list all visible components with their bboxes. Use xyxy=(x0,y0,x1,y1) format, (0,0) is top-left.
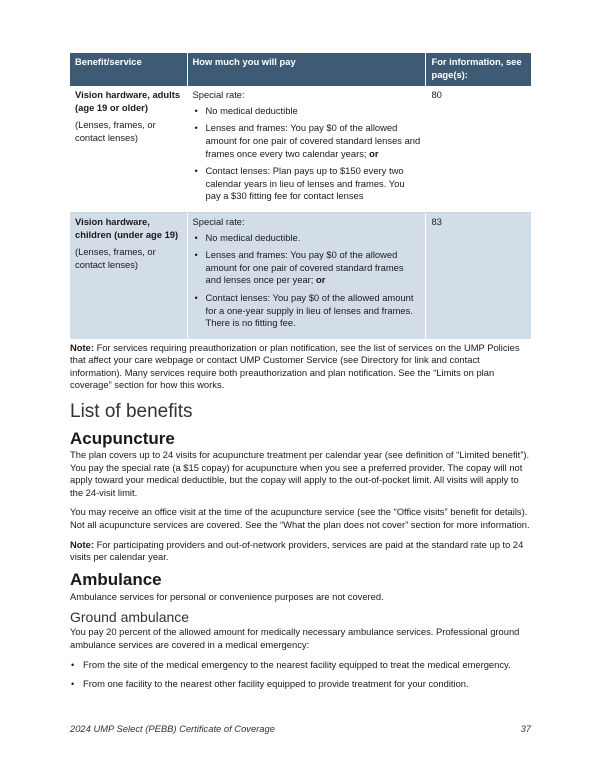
list-item: • Contact lenses: You pay $0 of the allowed amount for a one-year supply in lieu of lenses and frames. There is no fitting fee. xyxy=(206,292,421,330)
page-ref-cell: 80 xyxy=(426,86,531,212)
list-item: • Lenses and frames: You pay $0 of the allowed amount for one pair of covered standard lenses and frames once every two calendar years; or xyxy=(206,122,421,160)
benefits-table xyxy=(70,53,531,339)
acupuncture-heading: Acupuncture xyxy=(70,429,175,449)
header-how-much-you-pay: How much you will pay xyxy=(187,53,426,86)
payment-bullets xyxy=(193,105,421,203)
list-item: • From one facility to the nearest other facility equipped to provide treatment for your condition. xyxy=(83,678,531,691)
page-ref-cell: 83 xyxy=(426,212,531,338)
ambulance-paragraph-1: Ambulance services for personal or convenience purposes are not covered. xyxy=(70,590,384,602)
service-subtitle: (Lenses, frames, or contact lenses) xyxy=(75,246,156,270)
note-label: Note: xyxy=(70,341,94,353)
page-footer xyxy=(70,723,531,734)
table-row xyxy=(70,212,531,338)
header-see-pages: For information, see page(s): xyxy=(426,53,531,86)
service-cell xyxy=(70,212,187,338)
acupuncture-note xyxy=(70,539,531,564)
service-title: Vision hardware, children (under age 19) xyxy=(75,215,179,240)
service-subtitle: (Lenses, frames, or contact lenses) xyxy=(75,119,156,143)
payment-cell xyxy=(187,86,426,212)
list-item: • No medical deductible xyxy=(206,105,421,118)
list-item: • From the site of the medical emergency to the nearest facility equipped to treat the medical emergency. xyxy=(83,659,531,672)
page-number: 37 xyxy=(520,723,531,734)
list-item: • No medical deductible. xyxy=(206,232,421,245)
note-text: For participating providers and out-of-network providers, services are paid at the standard rate up to 24 visits per calendar year. xyxy=(70,538,524,563)
list-item: • Lenses and frames: You pay $0 of the allowed amount for one pair of covered standard frames and lenses once per year; or xyxy=(206,249,421,287)
rate-label: Special rate: xyxy=(192,89,245,101)
ground-ambulance-heading: Ground ambulance xyxy=(70,609,190,626)
list-of-benefits-heading: List of benefits xyxy=(70,401,193,423)
page-content xyxy=(70,53,531,698)
acupuncture-paragraph-1: The plan covers up to 24 visits for acupuncture treatment per calendar year (see definition of “Limited benefit”). You pay the special rate (a $15 copay) for acupuncture when you see a preferred provider. The copay will not apply toward your medical deductible, but the copay will apply to the out-of-pocket limit. All visits will apply to the 24-visit limit. xyxy=(70,449,530,498)
header-benefit-service: Benefit/service xyxy=(70,53,187,86)
acupuncture-paragraph-2: You may receive an office visit at the time of the acupuncture service (see the “Office visits” benefit for details). Not all acupuncture services are covered. See the “What the plan does not cover” section for more information. xyxy=(70,506,530,531)
ground-ambulance-paragraph: You pay 20 percent of the allowed amount for medically necessary ambulance services. Professional ground ambulance services are covered in a medical emergency: xyxy=(70,626,520,650)
table-header-row xyxy=(70,53,531,86)
payment-cell xyxy=(187,212,426,338)
payment-bullets xyxy=(193,232,421,330)
ground-ambulance-bullets xyxy=(70,659,531,691)
rate-label: Special rate: xyxy=(192,215,245,227)
list-item: • Contact lenses: Plan pays up to $150 every two calendar years in lieu of lenses and frames. You pay a $30 fitting fee for contact lenses xyxy=(206,165,421,203)
service-cell xyxy=(70,86,187,212)
note-text: For services requiring preauthorization or plan notification, see the list of services on the UMP Policies that affect your care webpage or contact UMP Customer Service (see Directory for link and contact information). Many services require both preauthorization and plan notification. See the “Limits on plan coverage” section for how this works. xyxy=(70,341,520,391)
service-title: Vision hardware, adults (age 19 or older) xyxy=(75,89,181,113)
preauthorization-note xyxy=(70,342,531,392)
table-row xyxy=(70,86,531,212)
ambulance-heading: Ambulance xyxy=(70,569,162,589)
footer-title: 2024 UMP Select (PEBB) Certificate of Coverage xyxy=(70,723,275,734)
note-label: Note: xyxy=(70,538,94,550)
